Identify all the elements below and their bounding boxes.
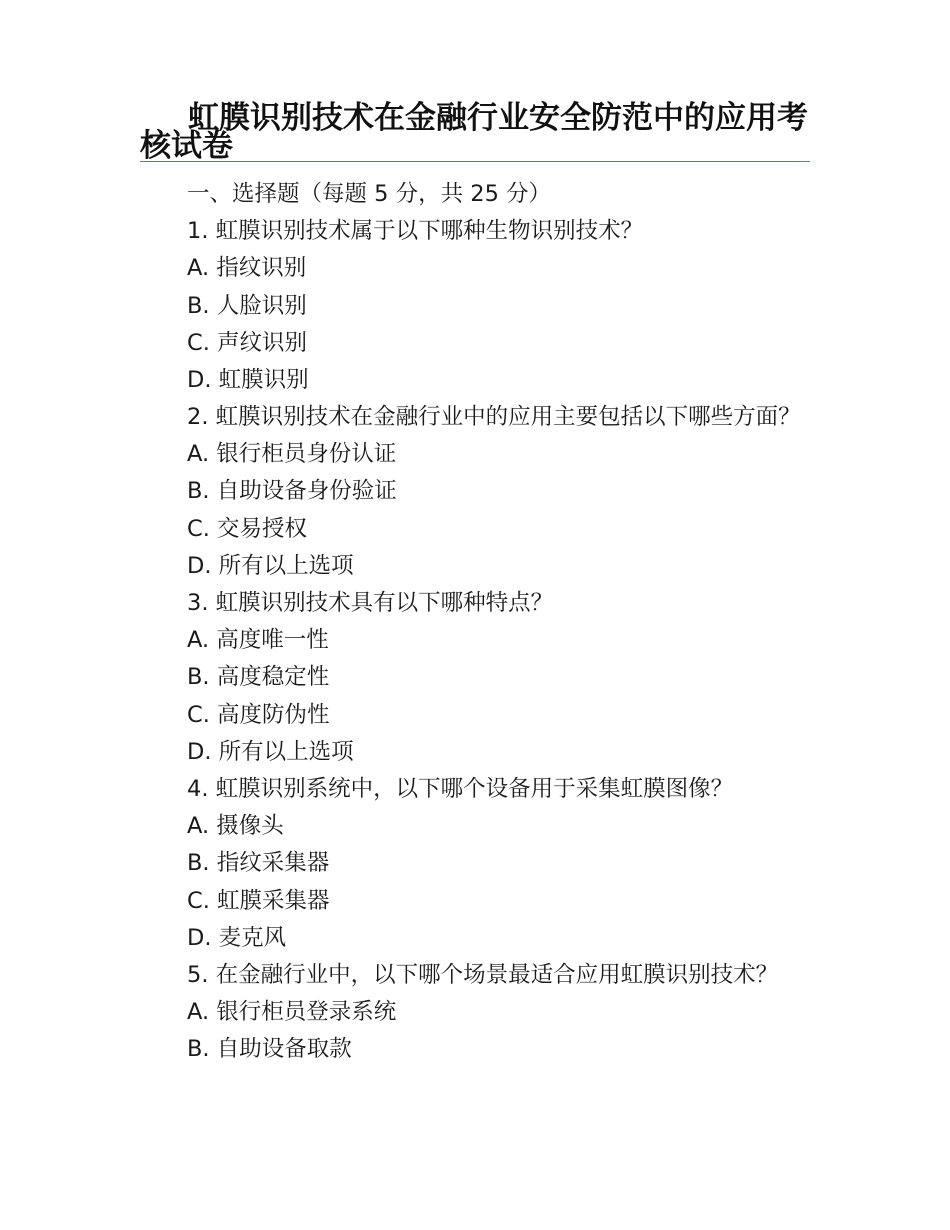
question-4-option-a: A. 摄像头 (187, 813, 284, 840)
title-underline (140, 161, 810, 162)
question-4-option-b: B. 指纹采集器 (187, 850, 330, 877)
question-1-option-a: A. 指纹识别 (187, 255, 307, 282)
question-4-option-c: C. 虹膜采集器 (187, 887, 330, 914)
question-1-option-c: C. 声纹识别 (187, 329, 308, 356)
question-3-option-c: C. 高度防伪性 (187, 701, 330, 728)
question-1-option-d: D. 虹膜识别 (187, 367, 309, 394)
question-3: 3. 虹膜识别技术具有以下哪种特点？ (187, 590, 554, 617)
question-2-option-a: A. 银行柜员身份认证 (187, 441, 397, 468)
question-1-option-b: B. 人脸识别 (187, 292, 307, 319)
question-1: 1. 虹膜识别技术属于以下哪种生物识别技术？ (187, 218, 644, 245)
question-4-option-d: D. 麦克风 (187, 924, 287, 951)
document-title: 虹膜识别技术在金融行业安全防范中的应用考核试卷 (140, 100, 808, 164)
document-body (140, 176, 810, 1068)
title-block (140, 100, 810, 164)
question-3-option-b: B. 高度稳定性 (187, 664, 330, 691)
question-2: 2. 虹膜识别技术在金融行业中的应用主要包括以下哪些方面？ (187, 404, 801, 431)
question-5-option-a: A. 银行柜员登录系统 (187, 999, 397, 1026)
question-3-option-d: D. 所有以上选项 (187, 738, 354, 765)
question-2-option-d: D. 所有以上选项 (187, 552, 354, 579)
question-2-option-b: B. 自助设备身份验证 (187, 478, 397, 505)
question-3-option-a: A. 高度唯一性 (187, 627, 329, 654)
question-5-option-b: B. 自助设备取款 (187, 1036, 352, 1063)
question-4: 4. 虹膜识别系统中，以下哪个设备用于采集虹膜图像？ (187, 776, 734, 803)
question-2-option-c: C. 交易授权 (187, 515, 308, 542)
section-heading: 一、选择题（每题 5 分，共 25 分） (187, 181, 552, 207)
question-5: 5. 在金融行业中，以下哪个场景最适合应用虹膜识别技术？ (187, 962, 779, 989)
